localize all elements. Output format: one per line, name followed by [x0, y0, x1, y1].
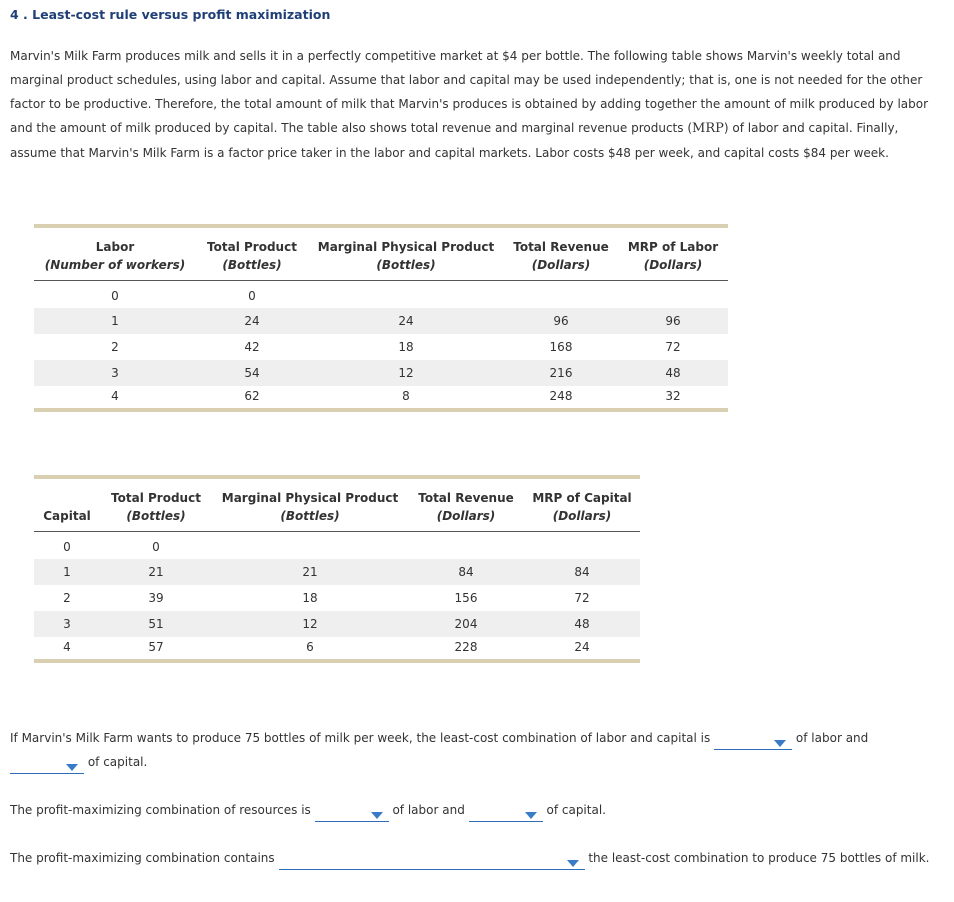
- table-cell: 48: [524, 611, 640, 637]
- table-cell: 228: [454, 640, 478, 654]
- col-subheader: Capital: [34, 509, 100, 531]
- col-subheader: (Bottles): [308, 258, 504, 280]
- profit-max-capital-dropdown[interactable]: [469, 804, 543, 822]
- table-cell: [408, 531, 524, 559]
- question-text: of capital.: [87, 755, 148, 769]
- table-cell: 24: [196, 308, 308, 334]
- col-header: Labor: [95, 240, 135, 254]
- caret-down-icon: [567, 860, 579, 867]
- table-cell: 72: [574, 591, 590, 605]
- table-cell: 96: [618, 308, 728, 334]
- table-cell: 72: [665, 340, 681, 354]
- table-cell: 18: [302, 591, 318, 605]
- col-subheader: (Dollars): [618, 258, 728, 280]
- table-cell: 84: [524, 559, 640, 585]
- table-cell: 1: [34, 308, 196, 334]
- table-cell: 24: [308, 308, 504, 334]
- question-least-cost: [10, 726, 930, 774]
- intro-paragraph: [10, 44, 930, 165]
- table-cell: 21: [212, 559, 408, 585]
- question-text: If Marvin's Milk Farm wants to produce 75 bottles of milk per week, the least-cost combination of labor and capital is: [10, 731, 711, 745]
- question-text: of labor and: [795, 731, 869, 745]
- mrp-abbrev: MRP: [692, 121, 724, 136]
- table-cell: 3: [34, 360, 196, 386]
- caret-down-icon: [371, 812, 383, 819]
- table-cell: 156: [454, 591, 478, 605]
- col-subheader: (Number of workers): [34, 258, 196, 280]
- question-title: 4 . Least-cost rule versus profit maximization: [10, 7, 331, 22]
- table-row: [34, 585, 640, 611]
- table-cell: 248: [549, 389, 573, 403]
- table-cell: 8: [402, 389, 410, 403]
- question-text: The profit-maximizing combination contains: [10, 851, 275, 865]
- intro-text-2: ) of labor and capital. Finally, assume that Marvin's Milk Farm is a factor price taker in the labor and capital markets. Labor costs $48 per week, and capital costs $84 per week.: [10, 121, 899, 160]
- profit-max-labor-dropdown[interactable]: [315, 804, 389, 822]
- table-cell: 2: [111, 340, 119, 354]
- table-cell: 168: [549, 340, 573, 354]
- table-cell: [212, 531, 408, 559]
- intro-text-1: Marvin's Milk Farm produces milk and sells it in a perfectly competitive market at $4 per bottle. The following table shows Marvin's weekly total and marginal product schedules, using labor and capital. Assume that labor and capital may be used independently; that is, one is not needed for the other factor to be productive. Therefore, the total amount of milk that Marvin's produces is obtained by adding together the amount of milk produced by labor and the amount of milk produced by capital. The table also shows total revenue and marginal revenue products (: [10, 49, 929, 135]
- table-cell: 32: [665, 389, 681, 403]
- col-subheader: (Bottles): [196, 258, 308, 280]
- col-header: Marginal Physical Product: [317, 240, 495, 254]
- caret-down-icon: [66, 764, 78, 771]
- labor-table: [34, 224, 728, 412]
- col-header: [34, 477, 100, 509]
- table-cell: 54: [196, 360, 308, 386]
- table-cell: 48: [618, 360, 728, 386]
- table-cell: 4: [111, 389, 119, 403]
- table-cell: 1: [34, 559, 100, 585]
- table-row: [34, 334, 728, 360]
- table-cell: 51: [100, 611, 212, 637]
- col-subheader: (Bottles): [100, 509, 212, 531]
- question-profit-max: [10, 798, 930, 822]
- col-subheader: (Bottles): [212, 509, 408, 531]
- table-cell: 12: [308, 360, 504, 386]
- table-cell: 96: [504, 308, 618, 334]
- table-cell: 84: [408, 559, 524, 585]
- table-row: [34, 637, 640, 661]
- col-header: Marginal Physical Product: [221, 491, 399, 505]
- table-row: [34, 386, 728, 410]
- table-row: [34, 280, 728, 308]
- table-row: [34, 308, 728, 334]
- question-text: of labor and: [392, 803, 465, 817]
- table-cell: 18: [398, 340, 414, 354]
- table-cell: 39: [148, 591, 164, 605]
- col-header: Total Revenue: [418, 491, 514, 505]
- col-subheader: (Dollars): [408, 509, 524, 531]
- table-cell: 0: [248, 289, 256, 304]
- table-cell: [308, 280, 504, 308]
- col-header: Total Product: [111, 491, 201, 505]
- question-text: the least-cost combination to produce 75 bottles of milk.: [588, 851, 930, 865]
- comparison-dropdown[interactable]: [279, 852, 585, 870]
- table-cell: [504, 280, 618, 308]
- table-cell: 0: [152, 540, 160, 555]
- table-cell: 2: [63, 591, 71, 605]
- caret-down-icon: [774, 740, 786, 747]
- question-text: The profit-maximizing combination of resources is: [10, 803, 311, 817]
- table-cell: 0: [111, 289, 119, 304]
- capital-table: [34, 475, 640, 663]
- table-row: [34, 360, 728, 386]
- table-row: [34, 531, 640, 559]
- table-cell: 21: [100, 559, 212, 585]
- question-comparison: [10, 846, 930, 870]
- question-text: of capital.: [546, 803, 606, 817]
- table-cell: 6: [306, 640, 314, 654]
- table-cell: [524, 531, 640, 559]
- caret-down-icon: [525, 812, 537, 819]
- table-cell: 24: [574, 640, 590, 654]
- col-subheader: (Dollars): [504, 258, 618, 280]
- table-cell: [618, 280, 728, 308]
- table-row: [34, 559, 640, 585]
- least-cost-labor-dropdown[interactable]: [714, 732, 792, 750]
- table-cell: 4: [63, 640, 71, 654]
- col-header: Total Revenue: [513, 240, 609, 254]
- table-row: [34, 611, 640, 637]
- table-cell: 62: [244, 389, 260, 403]
- col-subheader: (Dollars): [524, 509, 640, 531]
- table-cell: 204: [408, 611, 524, 637]
- col-header: MRP of Capital: [532, 491, 632, 505]
- least-cost-capital-dropdown[interactable]: [10, 756, 84, 774]
- col-header: MRP of Labor: [627, 240, 719, 254]
- table-cell: 0: [63, 540, 71, 555]
- table-cell: 3: [34, 611, 100, 637]
- table-cell: 12: [212, 611, 408, 637]
- table-cell: 42: [244, 340, 260, 354]
- table-cell: 57: [148, 640, 164, 654]
- col-header: Total Product: [207, 240, 297, 254]
- table-cell: 216: [504, 360, 618, 386]
